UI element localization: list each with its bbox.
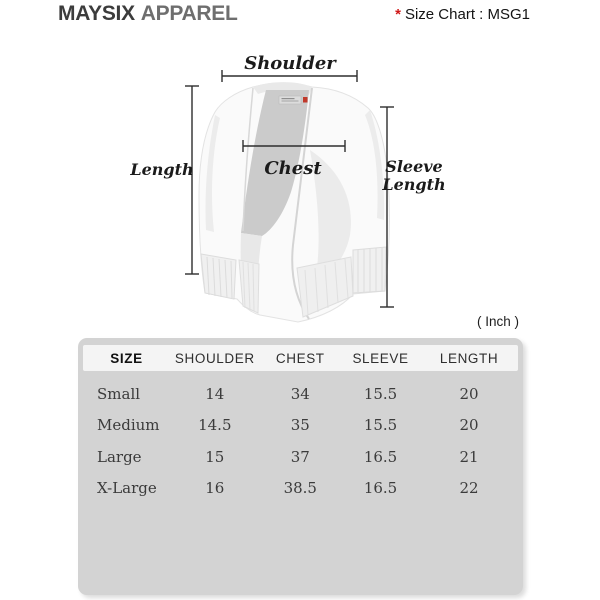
cell-shoulder: 14.5 [198, 416, 232, 435]
cell-size: Large [97, 447, 142, 466]
cell-chest: 38.5 [283, 479, 317, 498]
cell-chest: 34 [290, 384, 310, 403]
brand-name-primary: MAYSIX [58, 2, 135, 25]
length-label: Length [130, 160, 194, 179]
cell-shoulder: 16 [205, 479, 225, 498]
cell-length: 20 [459, 384, 479, 403]
table-row-xlarge [83, 473, 518, 505]
shoulder-label: Shoulder [244, 53, 336, 74]
sleeve-length-label-line1: Sleeve [385, 157, 443, 176]
cell-length: 20 [459, 416, 479, 435]
table-row-large [83, 441, 518, 473]
unit-label: ( Inch ) [476, 314, 519, 329]
cell-length: 22 [459, 479, 479, 498]
length-measure-line [185, 86, 199, 274]
note-asterisk: * [395, 6, 401, 23]
cardigan-illustration [199, 82, 389, 322]
cell-sleeve: 16.5 [363, 479, 398, 498]
brand-name-secondary: APPAREL [140, 2, 238, 25]
note-text: Size Chart : MSG1 [404, 6, 530, 23]
left-cuff-rib [201, 254, 236, 299]
cell-chest: 35 [290, 416, 310, 435]
cell-sleeve: 15.5 [363, 384, 398, 403]
column-header-size: SIZE [110, 350, 143, 366]
table-row-medium [83, 410, 518, 442]
cell-chest: 37 [290, 447, 310, 466]
cell-sleeve: 16.5 [363, 447, 398, 466]
column-header-chest: CHEST [275, 350, 325, 366]
table-row-small [83, 378, 518, 410]
size-table [78, 338, 523, 595]
chest-label: Chest [264, 158, 322, 179]
cell-shoulder: 15 [205, 447, 225, 466]
column-header-shoulder: SHOULDER [174, 350, 255, 366]
sleeve-length-label-line2: Length [382, 175, 446, 194]
column-header-sleeve: SLEEVE [352, 350, 409, 366]
table-body [83, 378, 518, 504]
tag-red-mark [303, 97, 308, 103]
cell-size: Medium [97, 416, 160, 435]
cell-length: 21 [459, 447, 479, 466]
cell-size: X-Large [97, 479, 157, 498]
cell-size: Small [97, 384, 141, 403]
cell-sleeve: 15.5 [363, 416, 398, 435]
cell-shoulder: 14 [205, 384, 225, 403]
column-header-length: LENGTH [439, 350, 499, 366]
table-header-row [83, 345, 518, 371]
